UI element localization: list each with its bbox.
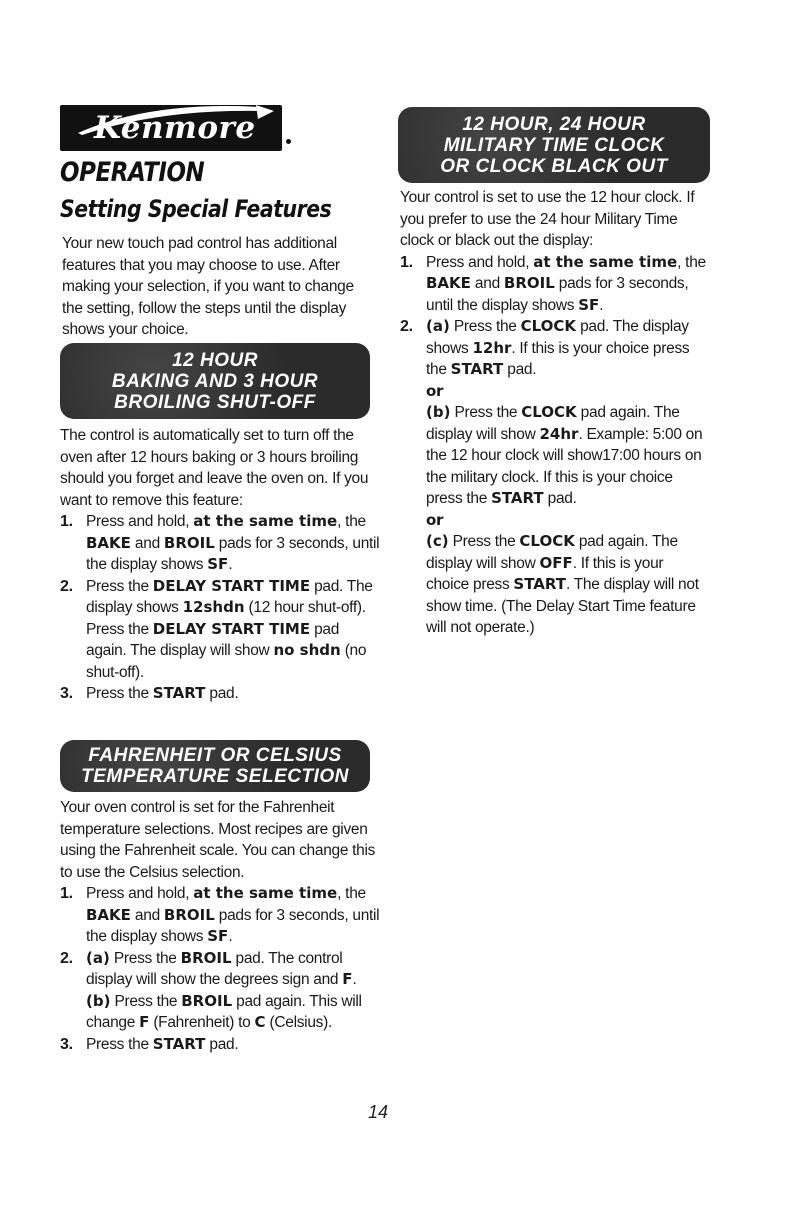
step-text: pad again. The display will show: [426, 404, 680, 443]
step-number: 2.: [60, 577, 73, 595]
step-text: . Example: 5:00 on the 12 hour clock will show17:00 hours on the military clock. If this is your choice press the: [426, 425, 703, 507]
step-text: . The display will not show time. (The Delay Start Time feature will not operate.): [426, 576, 699, 636]
broil-label: BROIL: [180, 948, 232, 967]
temperature-banner-line-1: FAHRENHEIT OR CELSIUS: [88, 745, 342, 766]
intro-paragraph: [62, 233, 377, 341]
step-bold: at the same time: [193, 512, 338, 530]
step-text: Press and hold,: [86, 513, 194, 530]
temperature-step-3: [60, 1034, 380, 1056]
clock-substep-b: [426, 402, 710, 510]
step-text: Press the: [449, 318, 521, 335]
shutoff-section: [60, 425, 380, 705]
temperature-banner: [60, 740, 370, 792]
bake-label: BAKE: [426, 274, 471, 292]
sf-label: SF: [207, 927, 229, 945]
step-text: .: [228, 928, 233, 945]
no-shdn-label: no shdn: [273, 641, 341, 659]
broil-label: BROIL: [503, 274, 555, 292]
step-number: 1.: [400, 253, 413, 271]
step-text: pad.: [205, 1035, 239, 1053]
step-text: pad.: [503, 361, 537, 378]
step-text: (Fahrenheit) to: [149, 1014, 255, 1031]
step-text: Press the: [109, 949, 181, 967]
shdn-label: 12shdn: [182, 598, 245, 616]
start-label: START: [513, 575, 567, 593]
step-text: Press and hold,: [86, 885, 194, 902]
step-text: , the: [337, 885, 366, 902]
shutoff-banner-line-3: BROILING SHUT-OFF: [114, 391, 316, 413]
bake-label: BAKE: [86, 905, 131, 924]
clock-section: [400, 187, 710, 639]
substep-label: (a): [426, 317, 450, 335]
step-text: Press and hold,: [426, 253, 534, 271]
clock-banner: [398, 107, 710, 183]
step-text: Press the: [450, 404, 522, 421]
step-text: . If this is your choice press the: [426, 339, 690, 378]
f-label: F: [139, 1013, 150, 1031]
step-text: Press the: [448, 533, 520, 550]
step-number: 1.: [60, 513, 73, 530]
start-label: START: [152, 1034, 206, 1053]
step-text: .: [228, 556, 233, 573]
step-text: Press the: [110, 992, 182, 1010]
step-text: pad again. The display will show: [426, 533, 678, 572]
step-text: pad. The display shows: [86, 577, 373, 616]
step-text: pad.: [205, 685, 239, 702]
step-text: pad again. The display will show: [86, 620, 340, 659]
step-text: . If this is your choice press: [426, 554, 664, 593]
shutoff-banner-line-1: 12 HOUR: [172, 349, 258, 371]
24hr-label: 24hr: [539, 424, 579, 443]
broil-label: BROIL: [163, 905, 215, 924]
step-number: 1.: [60, 885, 73, 902]
substep-label: (c): [426, 532, 449, 550]
shutoff-steps: [60, 511, 380, 705]
broil-label: BROIL: [163, 533, 215, 552]
step-text: Press the: [86, 1035, 153, 1053]
start-label: START: [450, 360, 504, 378]
step-text: pad.: [543, 490, 577, 507]
start-label: START: [491, 489, 544, 507]
clock-label: CLOCK: [520, 317, 577, 335]
shutoff-intro: The control is automatically set to turn off the oven after 12 hours baking or 3 hours broiling should you forget and leave the oven on. If you want to remove this feature:: [60, 427, 369, 509]
step-bold: at the same time: [193, 884, 338, 902]
step-text: pads for 3 seconds, until the display shows: [86, 534, 380, 573]
step-bold: at the same time: [533, 252, 678, 271]
logo-brand-text: Kenmore: [94, 110, 256, 146]
clock-label: CLOCK: [521, 403, 577, 421]
step-text: and: [130, 906, 164, 924]
step-text: .: [352, 971, 357, 988]
step-text: and: [470, 275, 504, 292]
section-title: OPERATION: [60, 157, 205, 188]
temperature-banner-line-2: TEMPERATURE SELECTION: [81, 766, 349, 787]
step-text: pads for 3 seconds, until the display shows: [86, 906, 380, 945]
clock-label: CLOCK: [519, 532, 575, 550]
step-text: pad again. This will change: [86, 992, 362, 1031]
broil-label: BROIL: [181, 991, 233, 1010]
start-label: START: [152, 684, 206, 702]
step-number: 2.: [400, 318, 413, 335]
shutoff-step-2: [60, 576, 380, 684]
shutoff-banner: [60, 343, 370, 419]
step-text: and: [130, 534, 164, 552]
step-number: 2.: [60, 949, 73, 967]
clock-substep-a: [426, 316, 710, 381]
step-number: 3.: [60, 685, 73, 702]
substep-label: (b): [426, 403, 451, 421]
clock-intro: Your control is set to use the 12 hour clock. If you prefer to use the 24 hour Military Time clock or black out the display:: [400, 189, 695, 249]
page-number: 14: [368, 1102, 389, 1122]
step-text: pads for 3 seconds, until the display shows: [426, 275, 689, 314]
step-text: Press the: [86, 620, 153, 638]
sf-label: SF: [578, 295, 600, 314]
sf-label: SF: [207, 555, 229, 573]
kenmore-logo-box: [60, 105, 282, 151]
c-label: C: [254, 1013, 266, 1031]
delay-start-label: DELAY START TIME: [152, 619, 311, 638]
clock-banner-line-1: 12 HOUR, 24 HOUR: [462, 113, 646, 135]
clock-step-2: [400, 316, 710, 639]
or-separator: or: [426, 381, 444, 400]
temperature-section: [60, 797, 380, 1055]
clock-substep-c: [426, 531, 710, 639]
step-text: pad. The control display will show the degrees sign and: [86, 949, 343, 988]
or-separator: or: [426, 510, 444, 529]
off-label: OFF: [539, 553, 573, 572]
shutoff-step-1: [60, 511, 380, 576]
temperature-intro: Your oven control is set for the Fahrenheit temperature selections. Most recipes are given using the Fahrenheit scale. You can change this to use the Celsius selection.: [60, 799, 376, 881]
substep-label: (b): [86, 991, 111, 1010]
shutoff-banner-line-2: BAKING AND 3 HOUR: [111, 370, 319, 392]
substep-label: (a): [86, 948, 110, 967]
step-text: Press the: [86, 577, 153, 595]
step-text: Press the: [86, 685, 153, 702]
temperature-steps: [60, 883, 380, 1055]
step-text: pad. The display shows: [426, 318, 689, 357]
step-text: (no shut-off).: [86, 642, 367, 681]
delay-start-label: DELAY START TIME: [152, 576, 311, 595]
clock-steps: [400, 252, 710, 639]
temperature-step-2: [60, 948, 380, 1034]
step-number: 3.: [60, 1035, 73, 1053]
step-text: (12 hour shut-off).: [244, 599, 366, 616]
kenmore-logo: [60, 105, 290, 151]
shutoff-step-3: [60, 683, 380, 705]
logo-registered-dot: [286, 139, 291, 144]
clock-banner-line-3: OR CLOCK BLACK OUT: [440, 155, 668, 177]
step-text: , the: [677, 253, 706, 271]
12hr-label: 12hr: [472, 338, 512, 357]
f-label: F: [342, 970, 353, 988]
step-text: .: [599, 296, 604, 314]
clock-banner-line-2: MILITARY TIME CLOCK: [443, 134, 665, 156]
bake-label: BAKE: [86, 533, 131, 552]
step-text: , the: [337, 513, 366, 530]
clock-step-1: [400, 252, 710, 317]
intro-text: Your new touch pad control has additional features that you may choose to use. After making your selection, if you want to change the setting, follow the steps until the display shows your choice.: [62, 235, 354, 338]
subtitle: Setting Special Features: [60, 195, 332, 223]
step-text: (Celsius).: [265, 1014, 332, 1031]
temperature-step-1: [60, 883, 380, 948]
